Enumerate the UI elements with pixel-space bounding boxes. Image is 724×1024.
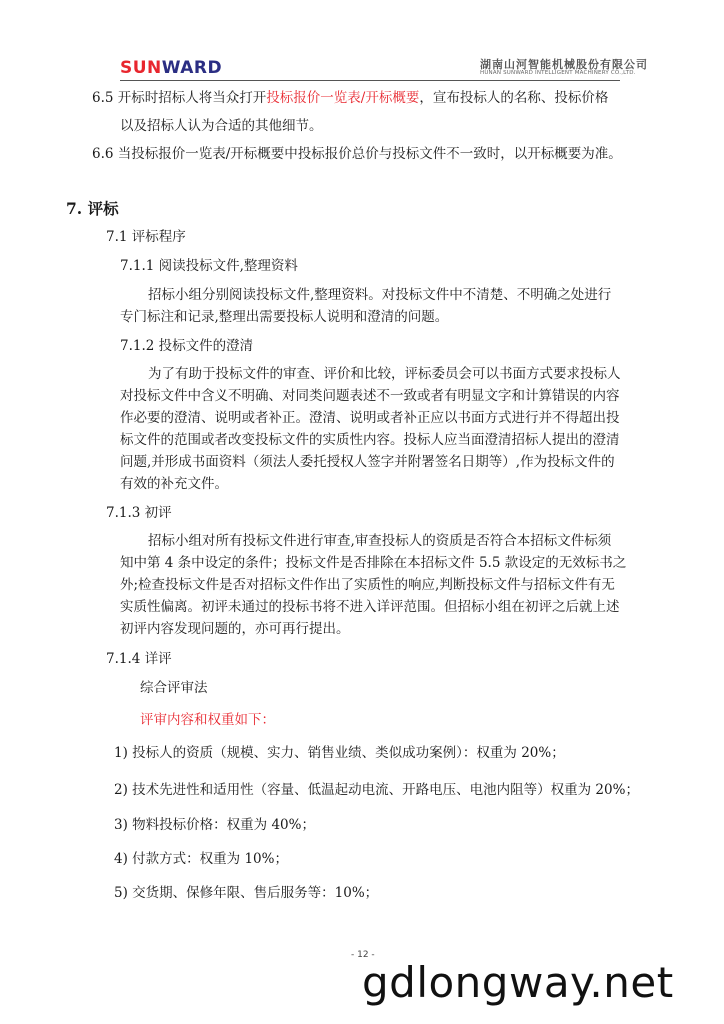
- section-7-1-2-line: 标文件的范围或者改变投标文件的实质性内容。投标人应当面澄清招标人提出的澄清: [120, 432, 620, 448]
- logo-text-ward: WARD: [161, 58, 223, 78]
- section-7-1-3-title: 7.1.3 初评: [106, 505, 172, 521]
- sunward-logo: [120, 58, 222, 78]
- section-7-1-title: 7.1 评标程序: [106, 229, 186, 245]
- weight-item: 5) 交货期、保修年限、售后服务等：10%；: [114, 885, 379, 901]
- company-name-en: HUNAN SUNWARD INTELLIGENT MACHINERY CO.,LTD.: [480, 70, 636, 76]
- weight-item: 3) 物料投标价格：权重为 40%；: [114, 817, 315, 833]
- section-7-1-1-title: 7.1.1 阅读投标文件,整理资料: [120, 258, 298, 274]
- evaluation-method: 综合评审法: [140, 680, 208, 696]
- section-7-1-1-line: 专门标注和记录,整理出需要投标人说明和澄清的问题。: [120, 309, 449, 325]
- section-7-1-3-line: 知中第 4 条中设定的条件；投标文件是否排除在本招标文件 5.5 款设定的无效标书之: [120, 555, 627, 571]
- clause-6-5-line-1: [92, 90, 608, 106]
- section-7-1-2-line: 问题,并形成书面资料（须法人委托授权人签字并附署签名日期等）,作为投标文件的: [120, 454, 615, 470]
- section-7-1-3-line: 实质性偏离。初评未通过的投标书将不进入详评范围。但招标小组在初评之后就上述: [120, 599, 620, 615]
- section-7-1-3-line: 初评内容发现问题的，亦可再行提出。: [120, 621, 350, 637]
- page-number: - 12 -: [351, 950, 375, 960]
- logo-text-sun: SUN: [120, 58, 162, 78]
- clause-6-5-text: 6.5 开标时招标人将当众打开: [92, 90, 267, 106]
- weight-item: 2) 技术先进性和适用性（容量、低温起动电流、开路电压、电池内阻等）权重为 20%；: [114, 782, 639, 798]
- clause-6-5-line-2: 以及招标人认为合适的其他细节。: [120, 118, 323, 134]
- weights-heading: 评审内容和权重如下：: [140, 712, 275, 728]
- clause-6-6: 6.6 当投标报价一览表/开标概要中投标报价总价与投标文件不一致时，以开标概要为准。: [92, 146, 622, 162]
- clause-6-5-text-post: ，宣布投标人的名称、投标价格: [419, 90, 609, 106]
- section-7-heading: 7. 评标: [66, 199, 119, 218]
- section-7-1-3-line: 外;检查投标文件是否对招标文件作出了实质性的响应,判断投标文件与招标文件有无: [120, 577, 615, 593]
- weight-item: 1) 投标人的资质（规模、实力、销售业绩、类似成功案例）：权重为 20%；: [114, 745, 565, 761]
- section-7-1-2-line: 作必要的澄清、说明或者补正。澄清、说明或者补正应以书面方式进行并不得超出投: [120, 410, 620, 426]
- company-name-cn: 湖南山河智能机械股份有限公司: [480, 58, 648, 71]
- bid-price-summary-ref: 投标报价一览表/开标概要: [266, 90, 420, 106]
- section-7-1-2-title: 7.1.2 投标文件的澄清: [120, 338, 254, 354]
- section-7-1-1-line: 招标小组分别阅读投标文件,整理资料。对投标文件中不清楚、不明确之处进行: [148, 287, 612, 303]
- section-7-1-2-line: 对投标文件中含义不明确、对同类问题表述不一致或者有明显文字和计算错误的内容: [120, 388, 620, 404]
- section-7-1-4-title: 7.1.4 详评: [106, 651, 172, 667]
- header-divider: [120, 80, 620, 81]
- section-7-1-3-line: 招标小组对所有投标文件进行审查,审查投标人的资质是否符合本招标文件标须: [148, 533, 612, 549]
- section-7-1-2-line: 有效的补充文件。: [120, 476, 228, 492]
- weight-item: 4) 付款方式：权重为 10%；: [114, 851, 288, 867]
- section-7-1-2-line: 为了有助于投标文件的审查、评价和比较，评标委员会可以书面方式要求投标人: [148, 366, 621, 382]
- site-watermark: gdlongway.net: [362, 958, 674, 1007]
